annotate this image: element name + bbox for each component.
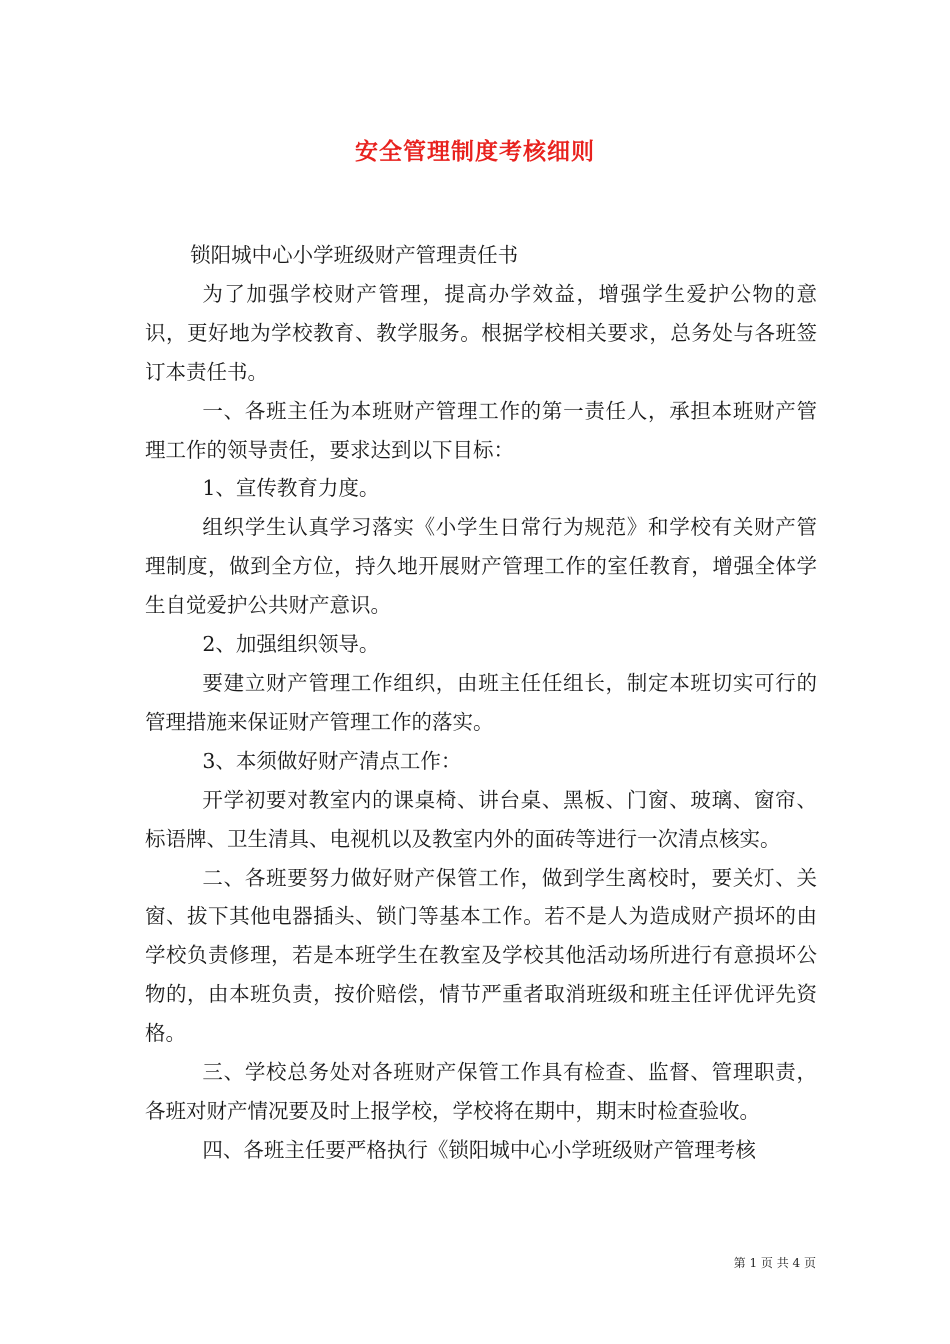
paragraph: 二、各班要努力做好财产保管工作，做到学生离校时，要关灯、关窗、拔下其他电器插头、锁门等基本工作。若不是人为造成财产损坏的由学校负责修理，若是本班学生在教室及学校其他活动场所进行有意损坏公物的，由本班负责，按价赔偿，情节严重者取消班级和班主任评优评先资格。	[145, 865, 817, 1046]
paragraph: 1、宣传教育力度。	[202, 476, 380, 501]
page-number: 第 1 页 共 4 页	[733, 1256, 816, 1270]
paragraph: 为了加强学校财产管理，提高办学效益，增强学生爱护公物的意识，更好地为学校教育、教学服务。根据学校相关要求，总务处与各班签订本责任书。	[145, 281, 817, 384]
paragraph: 组织学生认真学习落实《小学生日常行为规范》和学校有关财产管理制度，做到全方位，持久地开展财产管理工作的室任教育，增强全体学生自觉爱护公共财产意识。	[145, 515, 817, 618]
paragraph: 四、各班主任要严格执行《锁阳城中心小学班级财产管理考核	[202, 1137, 756, 1162]
paragraph: 2、加强组织领导。	[202, 632, 380, 657]
paragraph: 三、学校总务处对各班财产保管工作具有检查、监督、管理职责，各班对财产情况要及时上报学校，学校将在期中，期末时检查验收。	[145, 1060, 817, 1123]
document-title: 安全管理制度考核细则	[355, 138, 595, 165]
paragraph: 要建立财产管理工作组织，由班主任任组长，制定本班切实可行的管理措施来保证财产管理工作的落实。	[145, 670, 817, 734]
paragraph: 开学初要对教室内的课桌椅、讲台桌、黑板、门窗、玻璃、窗帘、标语牌、卫生清具、电视机以及教室内外的面砖等进行一次清点核实。	[145, 787, 817, 851]
paragraph: 3、本须做好财产清点工作：	[202, 748, 462, 773]
paragraph-heading: 锁阳城中心小学班级财产管理责任书	[190, 243, 519, 267]
paragraph: 一、各班主任为本班财产管理工作的第一责任人，承担本班财产管理工作的领导责任，要求达到以下目标：	[145, 398, 817, 462]
document-body	[145, 236, 817, 1170]
